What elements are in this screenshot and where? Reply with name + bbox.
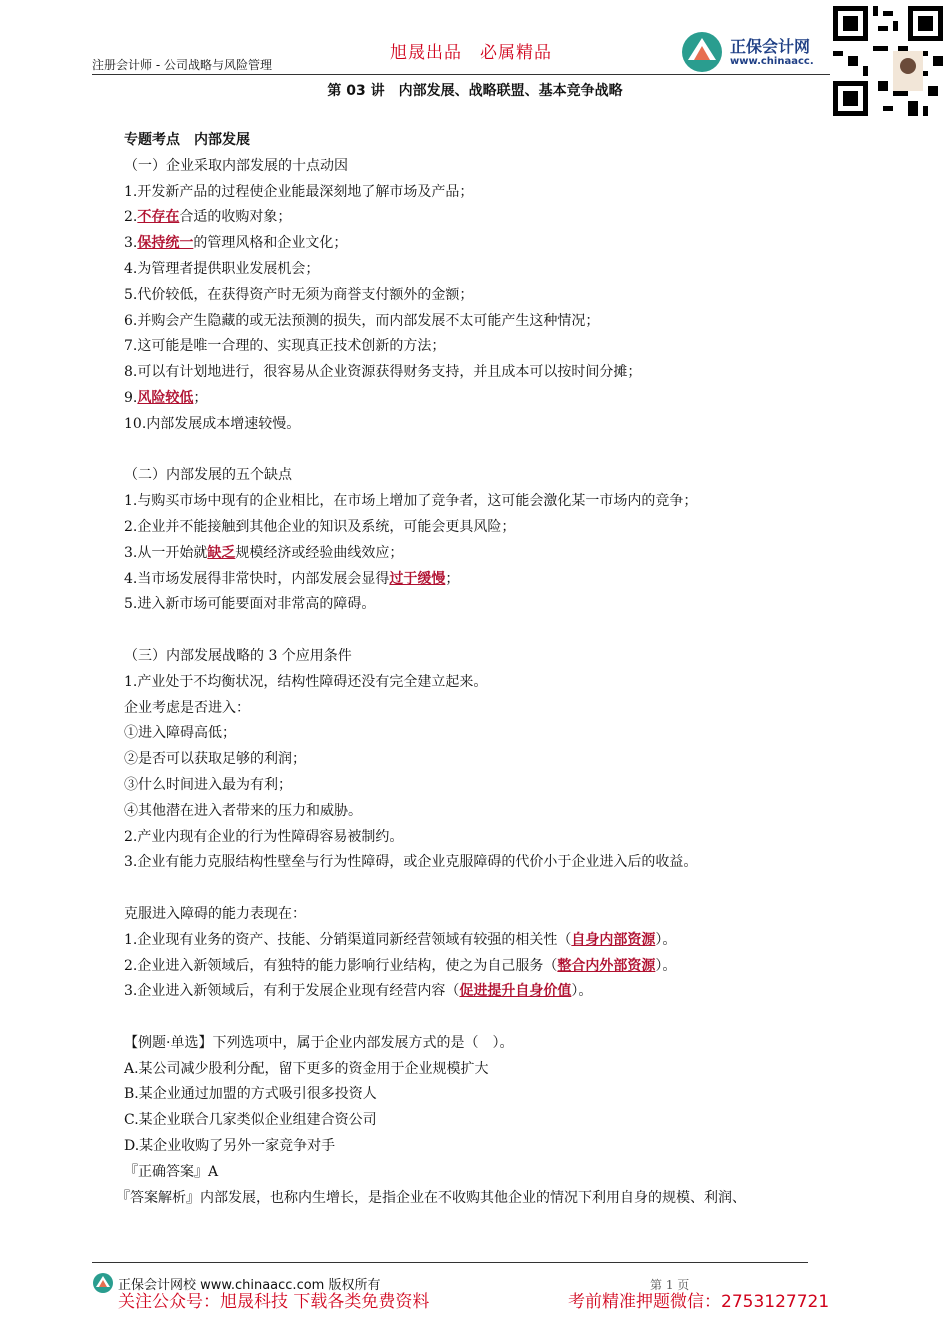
- footer-copyright: 正保会计网校 www.chinaacc.com 版权所有: [118, 1278, 381, 1293]
- header-divider: [92, 74, 830, 75]
- list-item: 2.不存在合适的收购对象；: [124, 209, 292, 226]
- correct-answer: 『正确答案』A: [124, 1163, 219, 1180]
- course-name: 注册会计师 - 公司战略与风险管理: [92, 58, 272, 72]
- key-term: 促进提升自身价值: [459, 983, 572, 1000]
- list-item: 2.产业内现有企业的行为性障碍容易被制约。: [124, 828, 404, 845]
- list-item: 5.进入新市场可能要面对非常高的障碍。: [124, 596, 376, 613]
- section-heading: （一）企业采取内部发展的十点动因: [124, 157, 348, 174]
- list-item: 2.企业进入新领域后，有独特的能力影响行业结构，使之为自己服务（整合内外部资源）。: [124, 957, 677, 974]
- list-item: 3.保持统一的管理风格和企业文化；: [124, 235, 348, 252]
- answer-analysis: 『答案解析』内部发展，也称内生增长，是指企业在不收购其他企业的情况下利用自身的规模、利润、: [116, 1189, 746, 1206]
- section-heading: （二）内部发展的五个缺点: [124, 467, 292, 484]
- list-item: 9.风险较低；: [124, 389, 208, 406]
- chinaacc-logo: [680, 30, 830, 74]
- logo-url: www.chinaacc.: [730, 56, 814, 67]
- list-item: 1.企业现有业务的资产、技能、分销渠道同新经营领域有较强的相关性（自身内部资源）。: [124, 931, 677, 948]
- wechat-public-account: 关注公众号：旭晟科技 下载各类免费资料: [118, 1292, 430, 1312]
- topic-heading: 专题考点 内部发展: [124, 132, 250, 148]
- list-item: 1.开发新产品的过程使企业能最深刻地了解市场及产品；: [124, 183, 474, 200]
- list-item: 10.内部发展成本增速较慢。: [124, 415, 301, 432]
- key-term: 过于缓慢: [389, 570, 446, 587]
- list-item: 6.并购会产生隐藏的或无法预测的损失，而内部发展不太可能产生这种情况；: [124, 312, 600, 329]
- section-heading: 克服进入障碍的能力表现在：: [124, 905, 306, 922]
- document-body: [116, 128, 864, 1211]
- footer-logo-icon: [92, 1272, 114, 1294]
- list-item: ④其他潜在进入者带来的压力和威胁。: [124, 802, 362, 819]
- page-number: 第 1 页: [650, 1278, 690, 1292]
- key-term: 缺乏: [207, 544, 236, 561]
- list-item: 2.企业并不能接触到其他企业的知识及系统，可能会更具风险；: [124, 518, 516, 535]
- option-a: A.某公司减少股利分配，留下更多的资金用于企业规模扩大: [124, 1060, 489, 1077]
- footer-divider: [92, 1262, 808, 1263]
- list-item: 1.产业处于不均衡状况，结构性障碍还没有完全建立起来。: [124, 673, 488, 690]
- list-item: ②是否可以获取足够的利润；: [124, 751, 306, 768]
- example-question: 【例题·单选】下列选项中，属于企业内部发展方式的是（ ）。: [124, 1034, 514, 1051]
- list-item: 3.企业有能力克服结构性壁垒与行为性障碍，或企业克服障碍的代价小于企业进入后的收益。: [124, 854, 698, 871]
- list-item: 4.当市场发展得非常快时，内部发展会显得过于缓慢；: [124, 570, 460, 587]
- logo-name: 正保会计网: [730, 37, 811, 56]
- key-term: 不存在: [137, 209, 180, 226]
- list-item: 8.可以有计划地进行，很容易从企业资源获得财务支持，并且成本可以按时间分摊；: [124, 364, 642, 381]
- option-d: D.某企业收购了另外一家竞争对手: [124, 1138, 336, 1155]
- wechat-contact: 考前精准押题微信：2753127721: [568, 1292, 830, 1312]
- option-b: B.某企业通过加盟的方式吸引很多投资人: [124, 1086, 377, 1103]
- list-item: ③什么时间进入最为有利；: [124, 776, 292, 793]
- lecture-title: 第 03 讲 内部发展、战略联盟、基本竞争战略: [327, 83, 623, 99]
- option-c: C.某企业联合几家类似企业组建合资公司: [124, 1112, 377, 1129]
- slogan: 旭晟出品 必属精品: [390, 43, 552, 63]
- key-term: 自身内部资源: [571, 931, 656, 948]
- logo-emblem-icon: [680, 30, 726, 74]
- list-item: 7.这可能是唯一合理的、实现真正技术创新的方法；: [124, 338, 446, 355]
- key-term: 整合内外部资源: [557, 957, 656, 974]
- list-item: ①进入障碍高低；: [124, 725, 236, 742]
- list-item: 3.从一开始就缺乏规模经济或经验曲线效应；: [124, 544, 404, 561]
- key-term: 保持统一: [137, 235, 194, 252]
- list-item: 4.为管理者提供职业发展机会；: [124, 260, 320, 277]
- list-item: 3.企业进入新领域后，有利于发展企业现有经营内容（促进提升自身价值）。: [124, 983, 593, 1000]
- list-item: 1.与购买市场中现有的企业相比，在市场上增加了竞争者，这可能会激化某一市场内的竞争；: [124, 493, 698, 510]
- list-item: 5.代价较低，在获得资产时无须为商誉支付额外的金额；: [124, 286, 474, 303]
- sub-heading: 企业考虑是否进入：: [124, 699, 250, 716]
- key-term: 风险较低: [137, 389, 194, 406]
- section-heading: （三）内部发展战略的 3 个应用条件: [124, 647, 352, 664]
